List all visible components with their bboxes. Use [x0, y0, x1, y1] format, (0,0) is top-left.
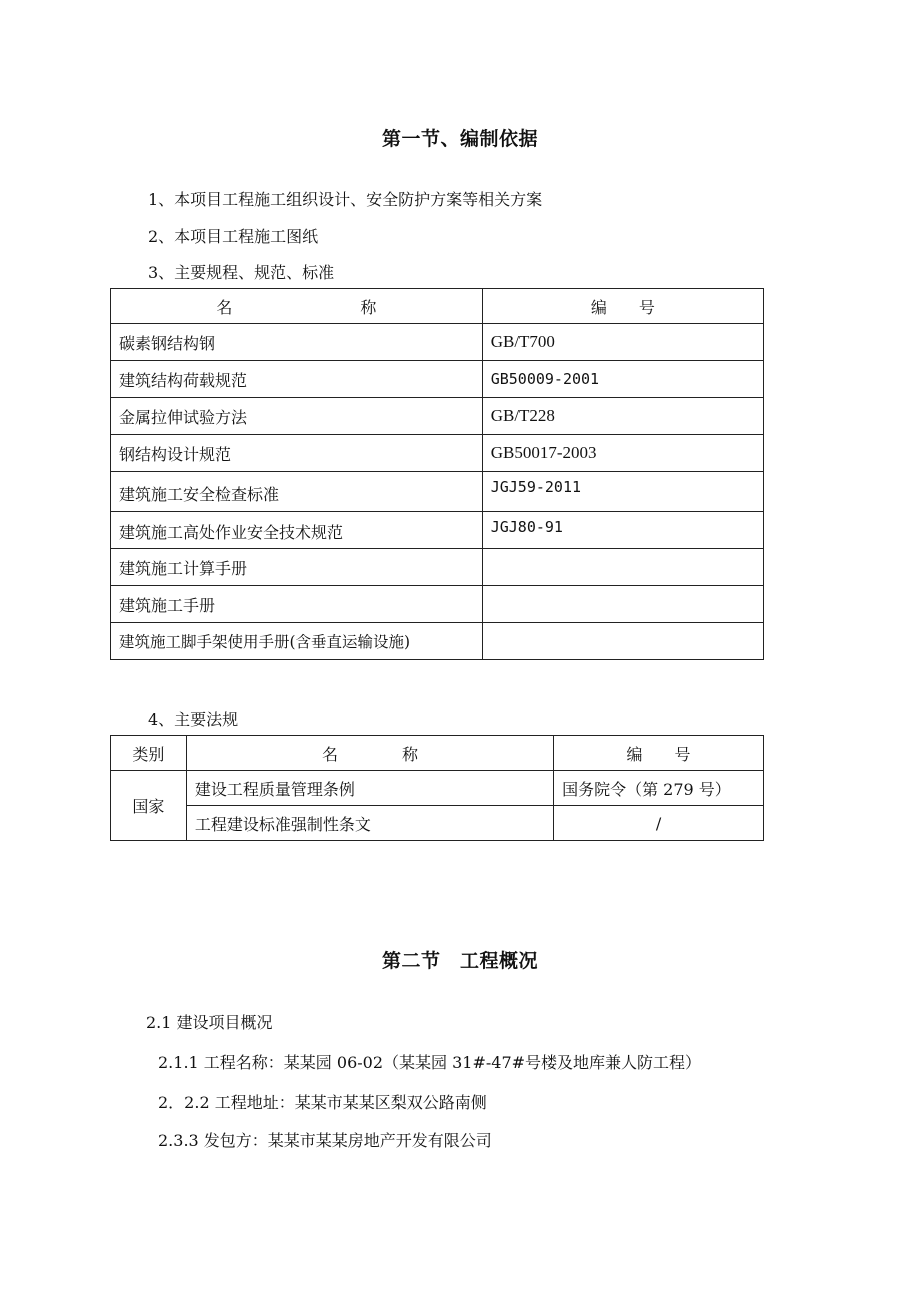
- standard-name: 建筑结构荷载规范: [111, 361, 483, 398]
- header-code: 编 号: [482, 289, 763, 324]
- standard-code: GB50009-2001: [482, 361, 763, 398]
- standard-name: 建筑施工脚手架使用手册(含垂直运输设施): [111, 623, 483, 660]
- overview-line-3: 2.3.3 发包方：某某市某某房地产开发有限公司: [158, 1131, 492, 1150]
- header-code: 编 号: [554, 736, 764, 771]
- standards-table: [110, 288, 764, 660]
- standard-name: 碳素钢结构钢: [111, 324, 483, 361]
- basis-item-1: 1、本项目工程施工组织设计、安全防护方案等相关方案: [148, 190, 543, 209]
- standard-name: 建筑施工安全检查标准: [111, 472, 483, 512]
- table-row: [111, 324, 764, 361]
- standard-name: 金属拉伸试验方法: [111, 398, 483, 435]
- header-name: 名 称: [186, 736, 553, 771]
- table-row: [111, 549, 764, 586]
- table-row: [111, 472, 764, 512]
- regulation-code: 国务院令（第 279 号）: [554, 771, 764, 806]
- regulation-code: /: [554, 806, 764, 841]
- standard-name: 钢结构设计规范: [111, 435, 483, 472]
- overview-line-2: 2．2.2 工程地址：某某市某某区梨双公路南侧: [158, 1093, 487, 1112]
- regulation-name: 工程建设标准强制性条文: [186, 806, 553, 841]
- standard-code: JGJ59-2011: [482, 472, 763, 512]
- table-row: [111, 806, 764, 841]
- standard-code: JGJ80-91: [482, 512, 763, 549]
- table-row: [111, 586, 764, 623]
- table-row: [111, 623, 764, 660]
- section2-title: 第二节 工程概况: [381, 950, 538, 972]
- overview-subheading: 2.1 建设项目概况: [146, 1013, 273, 1032]
- table-row: [111, 512, 764, 549]
- standard-name: 建筑施工手册: [111, 586, 483, 623]
- regulations-table: [110, 735, 764, 841]
- regulation-name: 建设工程质量管理条例: [186, 771, 553, 806]
- standard-name: 建筑施工高处作业安全技术规范: [111, 512, 483, 549]
- category-cell: 国家: [111, 771, 187, 841]
- basis-item-4: 4、主要法规: [148, 710, 239, 729]
- table-header-row: [111, 289, 764, 324]
- header-type: 类别: [111, 736, 187, 771]
- standard-code: [482, 623, 763, 660]
- standard-code: [482, 549, 763, 586]
- standard-code: [482, 586, 763, 623]
- table-row: [111, 361, 764, 398]
- overview-line-1: 2.1.1 工程名称：某某园 06-02（某某园 31#-47#号楼及地库兼人防工程）: [158, 1053, 702, 1072]
- standard-code: GB/T700: [482, 324, 763, 361]
- basis-item-3: 3、主要规程、规范、标准: [148, 263, 335, 282]
- header-name: 名 称: [111, 289, 483, 324]
- table-row: [111, 771, 764, 806]
- standard-code: GB/T228: [482, 398, 763, 435]
- basis-item-2: 2、本项目工程施工图纸: [148, 227, 319, 246]
- table-header-row: [111, 736, 764, 771]
- standard-name: 建筑施工计算手册: [111, 549, 483, 586]
- standard-code: GB50017-2003: [482, 435, 763, 472]
- table-row: [111, 435, 764, 472]
- table-row: [111, 398, 764, 435]
- section1-title: 第一节、编制依据: [381, 128, 538, 150]
